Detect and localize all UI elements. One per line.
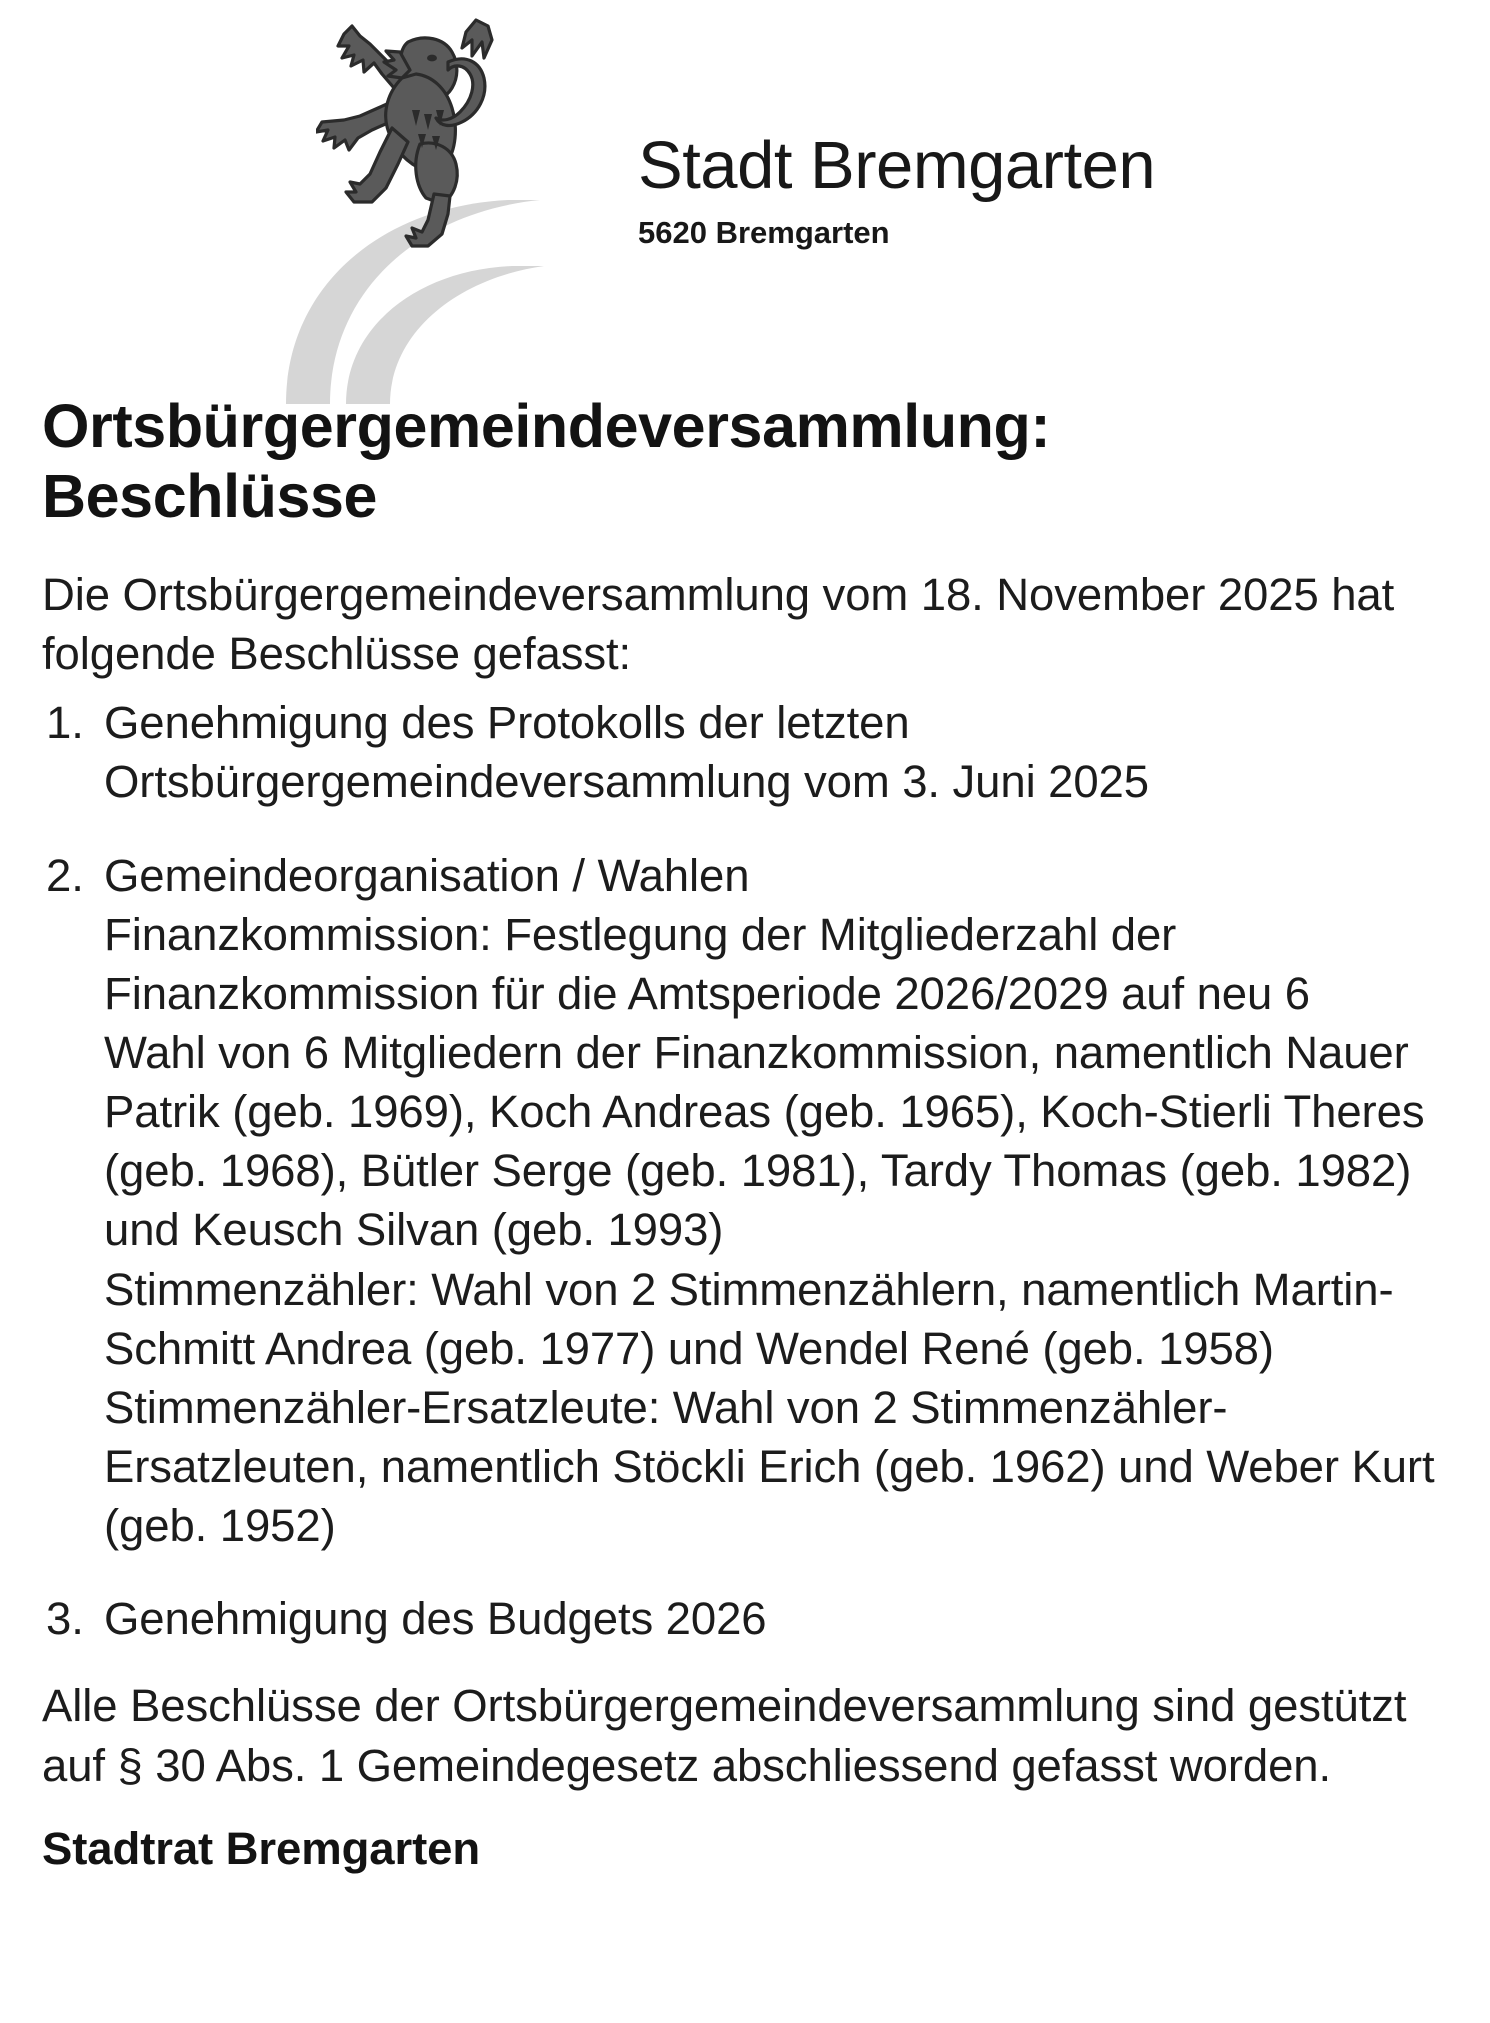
list-item-body bbox=[104, 693, 1462, 811]
list-item-line: Gemeindeorganisation / Wahlen bbox=[104, 849, 750, 901]
spacer bbox=[42, 822, 1462, 846]
list-item-line: Genehmigung des Budgets 2026 bbox=[104, 1593, 767, 1645]
list-item bbox=[42, 1589, 1462, 1648]
closing-paragraph: Alle Beschlüsse der Ortsbürgergemeindeversammlung sind gestützt auf § 30 Abs. 1 Gemeindegesetz abschliessend gefasst worden. bbox=[42, 1680, 1407, 1791]
brand-block bbox=[638, 128, 1398, 250]
list-item bbox=[42, 693, 1462, 811]
bremgarten-lion-coat-of-arms-icon bbox=[316, 18, 506, 248]
list-item-line: Stimmenzähler: Wahl von 2 Stimmenzählern, namentlich Martin-Schmitt Andrea (geb. 1977) und Wendel René (geb. 1958) bbox=[104, 1263, 1394, 1374]
list-item bbox=[42, 846, 1462, 1556]
city-logo bbox=[268, 18, 588, 388]
list-item-number: 1. bbox=[46, 697, 84, 749]
list-item-body bbox=[104, 846, 1462, 1556]
signature: Stadtrat Bremgarten bbox=[42, 1822, 481, 1874]
spacer bbox=[42, 1658, 1462, 1676]
list-item-line: Stimmenzähler-Ersatzleute: Wahl von 2 Stimmenzähler-Ersatzleuten, namentlich Stöckli Erich (geb. 1962) und Weber Kurt (geb. 1952) bbox=[104, 1381, 1435, 1552]
decision-list bbox=[42, 693, 1462, 1648]
page-title: Ortsbürgergemeindeversammlung: Beschlüsse bbox=[42, 392, 1051, 530]
list-item-body bbox=[104, 1589, 1462, 1648]
list-item-number: 2. bbox=[46, 849, 84, 901]
brand-title: Stadt Bremgarten bbox=[638, 128, 1156, 203]
list-item-line: Genehmigung des Protokolls der letzten Ortsbürgergemeindeversammlung vom 3. Juni 2025 bbox=[104, 697, 1149, 808]
page-header bbox=[0, 0, 1490, 390]
list-item-line: Wahl von 6 Mitgliedern der Finanzkommission, namentlich Nauer Patrik (geb. 1969), Koch Andreas (geb. 1965), Koch-Stierli Theres (geb. 1968), Bütler Serge (geb. 1981), Tardy Thomas (geb. 1982) und Keusch Silvan (geb. 1993) bbox=[104, 1027, 1425, 1256]
brand-subtitle: 5620 Bremgarten bbox=[638, 215, 890, 250]
notice-content bbox=[42, 392, 1462, 1878]
intro-paragraph: Die Ortsbürgergemeindeversammlung vom 18. November 2025 hat folgende Beschlüsse gefasst: bbox=[42, 569, 1395, 680]
list-item-line: Finanzkommission: Festlegung der Mitgliederzahl der Finanzkommission für die Amtsperiode 2026/2029 auf neu 6 bbox=[104, 908, 1310, 1019]
list-item-number: 3. bbox=[46, 1593, 84, 1645]
spacer bbox=[42, 1565, 1462, 1589]
